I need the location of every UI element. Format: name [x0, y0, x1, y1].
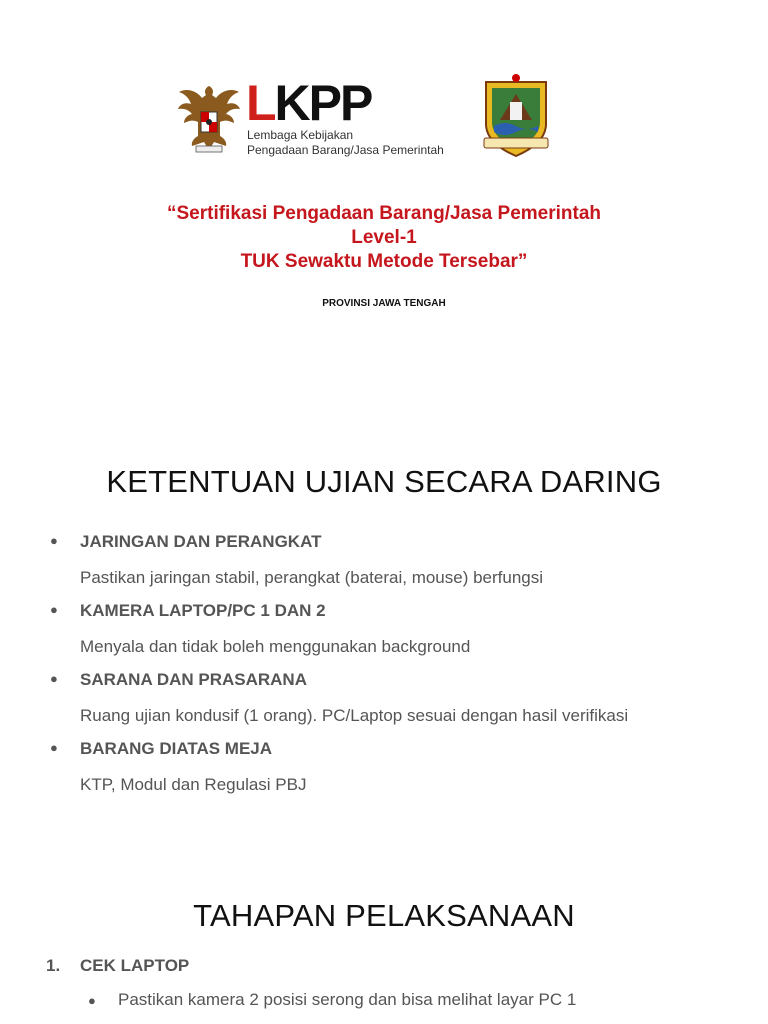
item-title: BARANG DIATAS MEJA: [80, 739, 273, 758]
bullet-icon: ●: [50, 671, 58, 686]
list-item: [0, 532, 768, 601]
list-item: [0, 601, 768, 670]
lkpp-logo-line2: Pengadaan Barang/Jasa Pemerintah: [247, 143, 444, 157]
lkpp-logo-letters: [246, 75, 372, 131]
step-number: 1.: [46, 956, 61, 975]
item-description: Menyala dan tidak boleh menggunakan background: [80, 637, 471, 656]
bullet-icon: ●: [50, 533, 58, 548]
title-line3: TUK Sewaktu Metode Tersebar”: [240, 251, 528, 272]
bullet-icon: ●: [50, 602, 58, 617]
step-item: [46, 956, 189, 976]
title-line2: Level-1: [351, 227, 417, 248]
garuda-emblem-icon: [176, 82, 242, 154]
substep-item: [88, 990, 576, 1010]
list-item: [0, 739, 768, 808]
lkpp-logo-caption: [247, 128, 444, 158]
step-title: CEK LAPTOP: [80, 956, 190, 975]
header-logos: [0, 72, 768, 172]
document-title: [0, 202, 768, 274]
lkpp-logo-l: L: [246, 75, 275, 131]
heading-tahapan: TAHAPAN PELAKSANAAN: [193, 898, 575, 933]
substep-text: Pastikan kamera 2 posisi serong dan bisa melihat layar PC 1: [118, 990, 577, 1009]
lkpp-logo-line1: Lembaga Kebijakan: [247, 128, 354, 142]
jawa-tengah-seal-icon: [478, 72, 554, 158]
list-item: [0, 670, 768, 739]
title-line1: “Sertifikasi Pengadaan Barang/Jasa Pemerintah: [166, 203, 601, 224]
item-description: Pastikan jaringan stabil, perangkat (baterai, mouse) berfungsi: [80, 568, 544, 587]
item-description: KTP, Modul dan Regulasi PBJ: [80, 775, 307, 794]
requirements-list: [0, 532, 768, 808]
item-title: SARANA DAN PRASARANA: [80, 670, 307, 689]
heading-ketentuan: KETENTUAN UJIAN SECARA DARING: [106, 464, 662, 499]
item-title: KAMERA LAPTOP/PC 1 DAN 2: [80, 601, 326, 620]
lkpp-logo-kpp: KPP: [274, 75, 372, 131]
province-subtitle: PROVINSI JAWA TENGAH: [322, 298, 446, 309]
item-title: JARINGAN DAN PERANGKAT: [80, 532, 322, 551]
item-description: Ruang ujian kondusif (1 orang). PC/Laptop sesuai dengan hasil verifikasi: [80, 706, 629, 725]
bullet-icon: ●: [50, 740, 58, 755]
bullet-icon: ●: [88, 993, 96, 1008]
